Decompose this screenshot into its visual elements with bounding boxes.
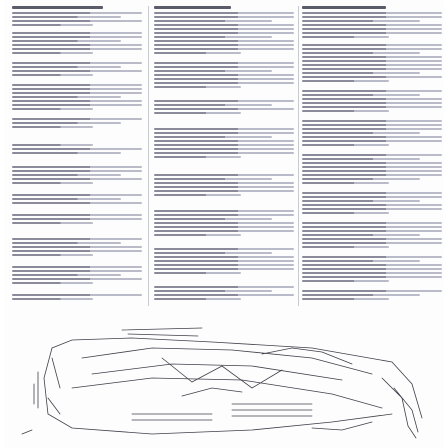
sketch-stroke (232, 404, 312, 416)
text-block (302, 6, 442, 40)
text-block (154, 62, 294, 90)
sketch-stroke (72, 378, 382, 408)
sketch-drawing (12, 318, 440, 444)
text-block (302, 154, 442, 186)
text-block (302, 90, 442, 114)
text-block (12, 214, 142, 226)
text-block (154, 100, 294, 116)
document-page (4, 0, 444, 448)
text-block (302, 256, 442, 284)
sketch-stroke (34, 372, 38, 408)
sketch-stroke (92, 364, 342, 380)
text-block (12, 166, 142, 186)
text-block (154, 174, 294, 198)
text-block (154, 210, 294, 238)
text-block (12, 84, 142, 112)
sketch-stroke (52, 338, 422, 418)
sketch-stroke (132, 414, 212, 420)
sketch-stroke (22, 430, 32, 434)
text-block (154, 286, 294, 302)
text-block (154, 248, 294, 276)
text-block (12, 238, 142, 258)
sketch-stroke (122, 328, 202, 336)
sketch-stroke (262, 348, 352, 364)
text-block (302, 290, 442, 302)
text-block (302, 120, 442, 148)
sketch-stroke (44, 348, 392, 434)
column-divider (148, 6, 149, 306)
column-divider (298, 6, 299, 306)
text-block (302, 222, 442, 250)
text-block (12, 144, 142, 156)
text-block (302, 44, 442, 84)
text-block (154, 128, 294, 160)
text-block (302, 192, 442, 216)
text-block (12, 32, 142, 56)
text-block (12, 6, 142, 28)
text-block (12, 118, 142, 130)
sketch-stroke (48, 358, 60, 414)
text-block (12, 294, 142, 302)
text-block (12, 62, 142, 78)
text-block (12, 266, 142, 286)
text-block (12, 194, 142, 206)
sketch-stroke (182, 388, 242, 396)
text-column-right (302, 4, 442, 314)
text-column-left (12, 4, 142, 304)
text-block (154, 6, 294, 56)
text-column-middle (154, 4, 294, 314)
